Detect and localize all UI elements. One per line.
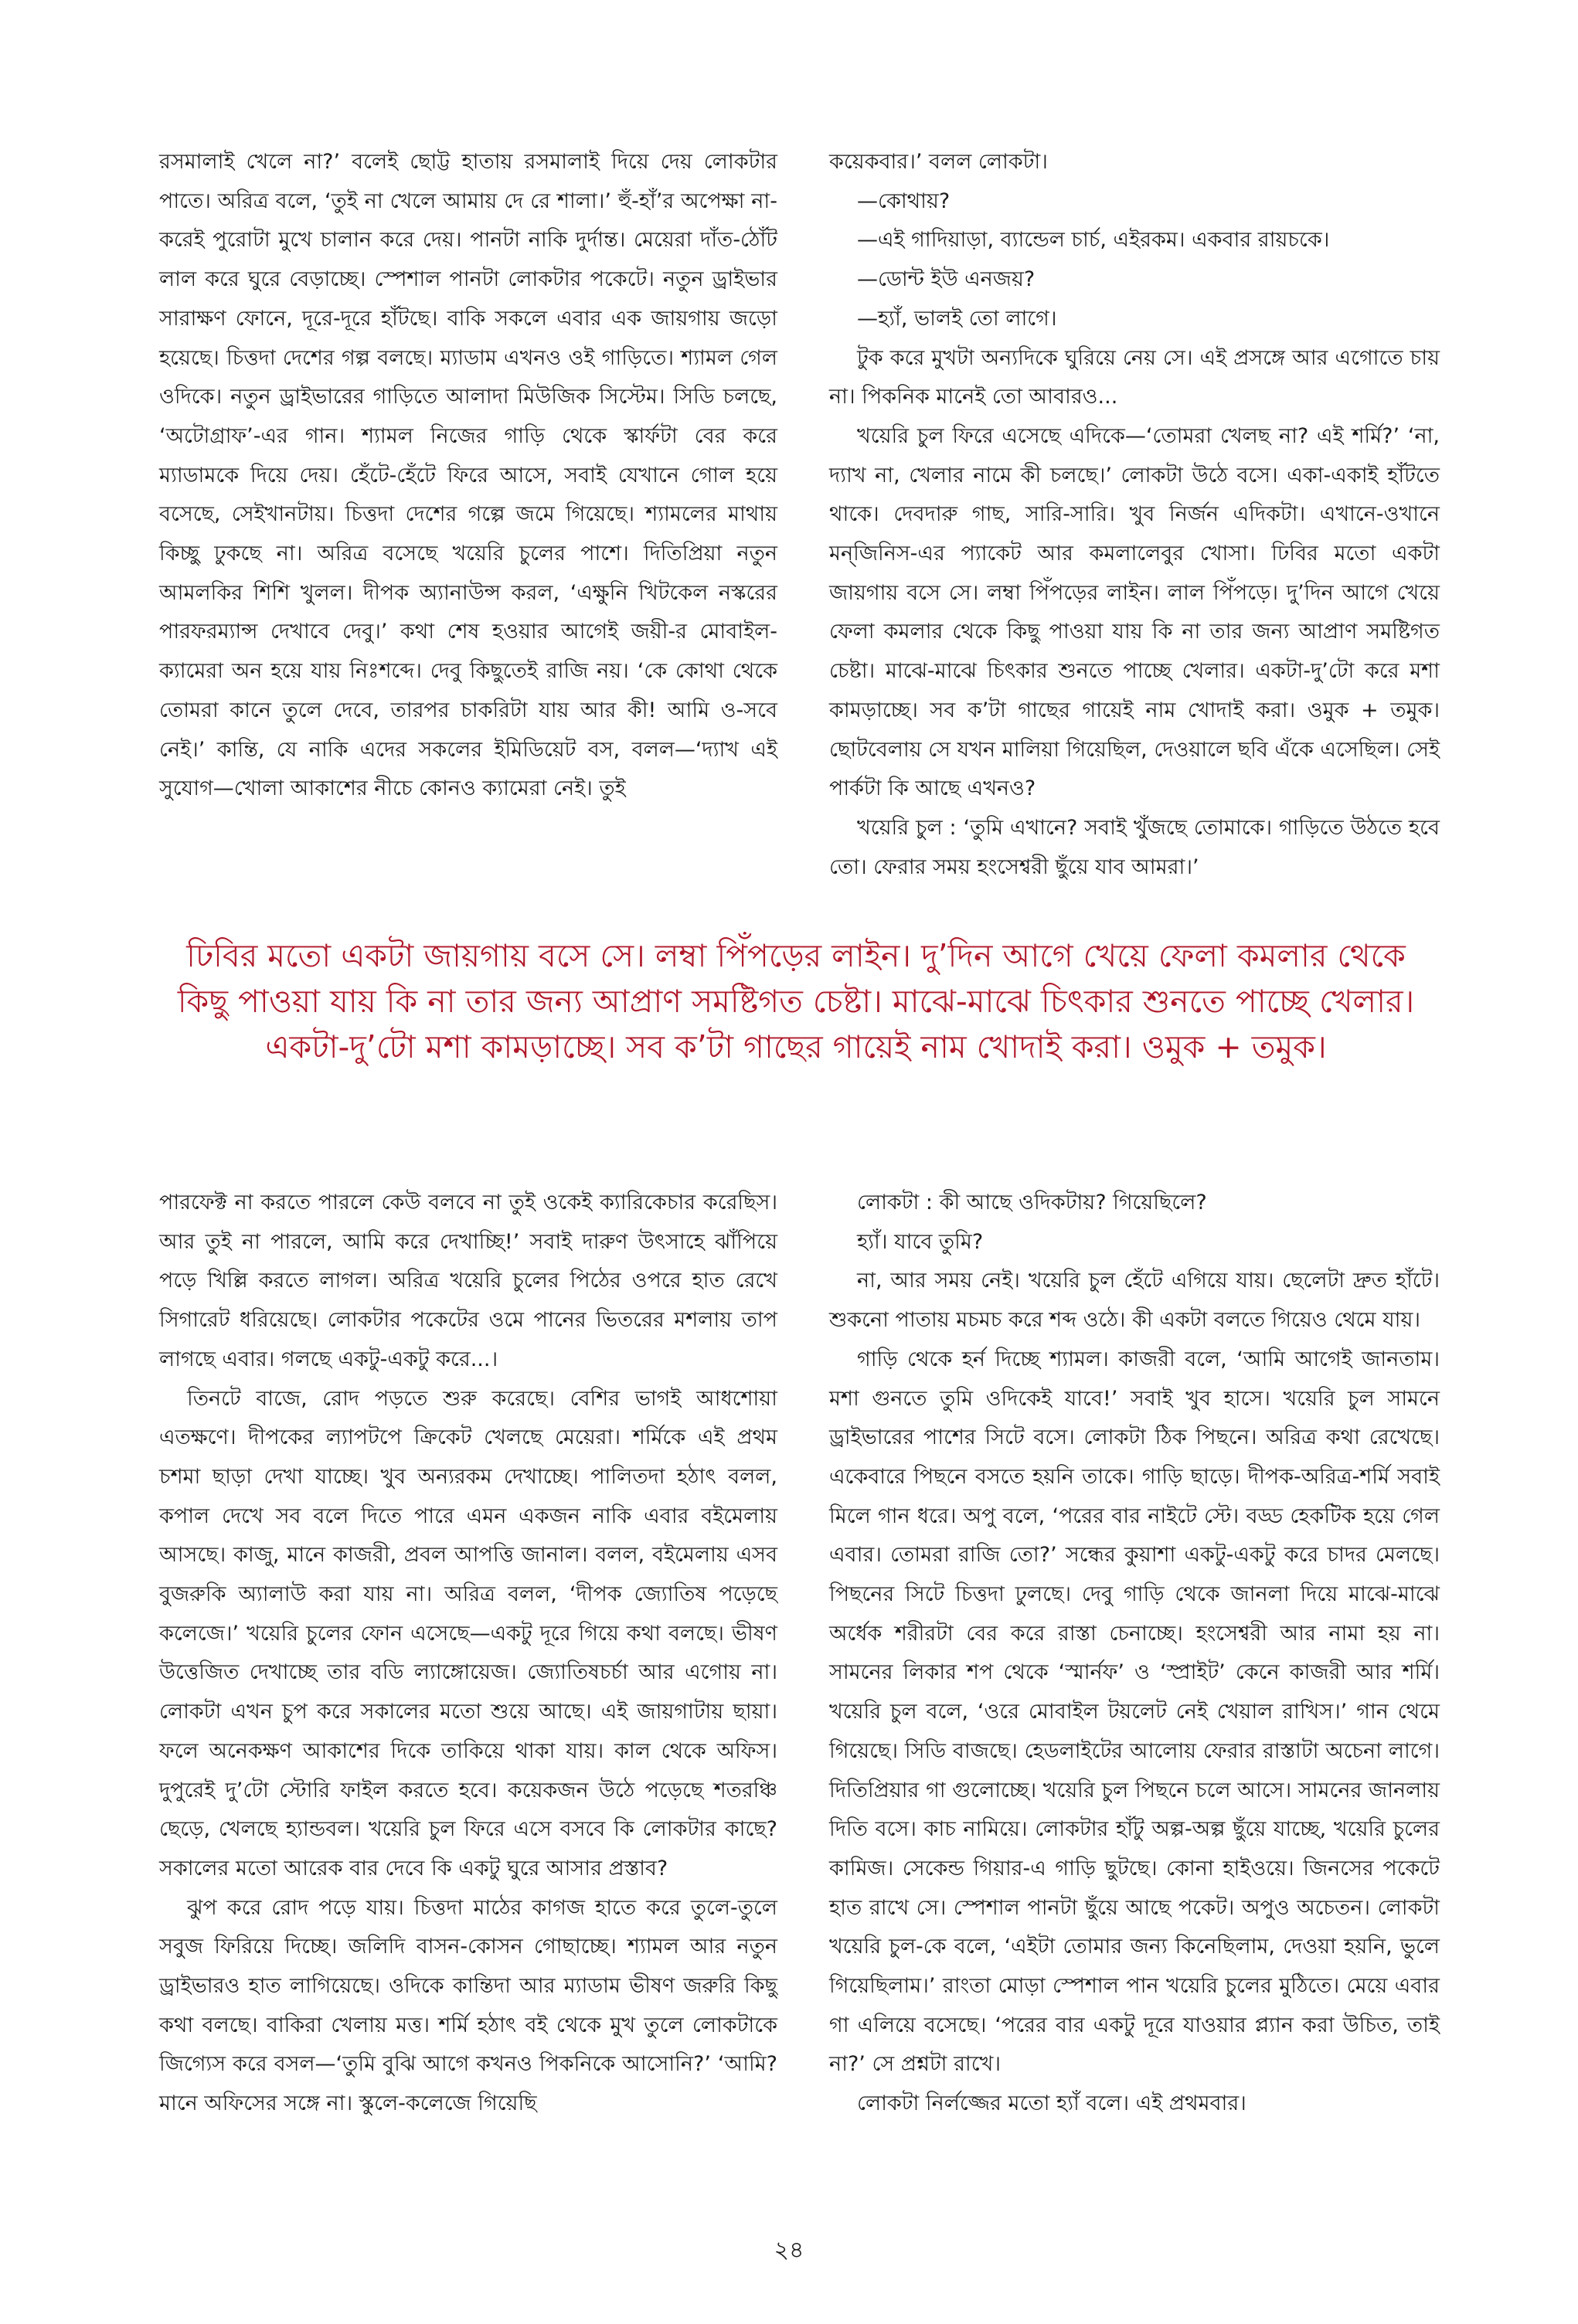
paragraph: রসমালাই খেলে না?’ বলেই ছোট্ট হাতায় রসমালাই দিয়ে দেয় লোকটার পাতে। অরিত্র বলে, ‘তুই না খেলে আমায় দে রে শালা।’ হুঁ-হাঁ’র অপেক্ষা না-করেই পুরোটা মুখে চালান করে দেয়। পানটা নাকি দুর্দান্ত। মেয়েরা দাঁত-ঠোঁট লাল করে ঘুরে বেড়াচ্ছে। স্পেশাল পানটা লোকটার পকেটে। নতুন ড্রাইভার সারাক্ষণ ফোনে, দূরে-দূরে হাঁটছে। বাকি সকলে এবার এক জায়গায় জড়ো হয়েছে। চিত্তদা দেশের গল্প বলছে। ম্যাডাম এখনও ওই গাড়িতে। শ্যামল গেল ওদিকে। নতুন ড্রাইভারের গাড়িতে আলাদা মিউজিক সিস্টেম। সিডি চলছে, ‘অটোগ্রাফ’-এর গান। শ্যামল নিজের গাড়ি থেকে স্কার্ফটা বের করে ম্যাডামকে দিয়ে দেয়। হেঁটে-হেঁটে ফিরে আসে, সবাই যেখানে গোল হয়ে বসেছে, সেইখানটায়। চিত্তদা দেশের গল্পে জমে গিয়েছে। শ্যামলের মাথায় কিচ্ছু ঢুকছে না। অরিত্র বসেছে খয়েরি চুলের পাশে। দিতিপ্রিয়া নতুন আমলকির শিশি খুলল। দীপক অ্যানাউন্স করল, ‘এক্ষুনি খিটকেল নস্করের পারফরম্যান্স দেখাবে দেবু।’ কথা শেষ হওয়ার আগেই জয়ী-র মোবাইল-ক্যামেরা অন হয়ে যায় নিঃশব্দে। দেবু কিছুতেই রাজি নয়। ‘কে কোথা থেকে তোমরা কানে তুলে দেবে, তারপর চাকরিটা যায় আর কী! আমি ও-সবে নেই।’ কান্তি, যে নাকি এদের সকলের ইমিডিয়েট বস, বলল—‘দ্যাখ এই সুযোগ—খোলা আকাশের নীচে কোনও ক্যামেরা নেই। তুই xyxy=(159,150,777,801)
pull-quote-line: ঢিবির মতো একটা জায়গায় বসে সে। লম্বা পিঁপড়ের লাইন। দু’দিন আগে খেয়ে ফেলা কমলার থেকে xyxy=(186,937,1406,974)
dialogue-line: —ডোন্ট ইউ এনজয়? xyxy=(857,267,1036,292)
paragraph: লোকটা নির্লজ্জের মতো হ্যাঁ বলে। এই প্রথমবার। xyxy=(857,2091,1246,2116)
page-number: ২৪ xyxy=(774,2237,804,2264)
paragraph: পারফেক্ট না করতে পারলে কেউ বলবে না তুই ওকেই ক্যারিকেচার করেছিস। আর তুই না পারলে, আমি করে দেখাচ্ছি!’ সবাই দারুণ উৎসাহে ঝাঁপিয়ে পড়ে খিল্লি করতে লাগল। অরিত্র খয়েরি চুলের পিঠের ওপরে হাত রেখে সিগারেট ধরিয়েছে। লোকটার পকেটের ওমে পানের ভিতরের মশলায় তাপ লাগছে এবার। গলছে একটু-একটু করে...। xyxy=(159,1191,777,1371)
paragraph: কয়েকবার।’ বলল লোকটা। xyxy=(829,150,1048,174)
paragraph: খয়েরি চুল ফিরে এসেছে এদিকে—‘তোমরা খেলছ না? এই শর্মি?’ ‘না, দ্যাখ না, খেলার নামে কী চলছে।’ লোকটা উঠে বসে। একা-একাই হাঁটতে থাকে। দেবদারু গাছ, সারি-সারি। খুব নির্জন এদিকটা। এখানে-ওখানে মন্‌জিনিস-এর প্যাকেট আর কমলালেবুর খোসা। ঢিবির মতো একটা জায়গায় বসে সে। লম্বা পিঁপড়ের লাইন। লাল পিঁপড়ে। দু’দিন আগে খেয়ে ফেলা কমলার থেকে কিছু পাওয়া যায় কি না তার জন্য আপ্রাণ সমষ্টিগত চেষ্টা। মাঝে-মাঝে চিৎকার শুনতে পাচ্ছে খেলার। একটা-দু’টো করে মশা কামড়াচ্ছে। সব ক’টা গাছের গায়েই নাম খোদাই করা। ওমুক + তমুক। ছোটবেলায় সে যখন মালিয়া গিয়েছিল, দেওয়ালে ছবি এঁকে এসেছিল। সেই পার্কটা কি আছে এখনও? xyxy=(829,423,1440,801)
paragraph: গাড়ি থেকে হর্ন দিচ্ছে শ্যামল। কাজরী বলে, ‘আমি আগেই জানতাম। মশা গুনতে তুমি ওদিকেই যাবে!’ সবাই খুব হাসে। খয়েরি চুল সামনে ড্রাইভারের পাশের সিটে বসে। লোকটা ঠিক পিছনে। অরিত্র কথা রেখেছে। একেবারে পিছনে বসতে হয়নি তাকে। গাড়ি ছাড়ে। দীপক-অরিত্র-শর্মি সবাই মিলে গান ধরে। অপু বলে, ‘পরের বার নাইটে স্টে। বড্ড হেকটিক হয়ে গেল এবার। তোমরা রাজি তো?’ সন্ধের কুয়াশা একটু-একটু করে চাদর মেলছে। পিছনের সিটে চিত্তদা ঢুলছে। দেবু গাড়ি থেকে জানলা দিয়ে মাঝে-মাঝে অর্ধেক শরীরটা বের করে রাস্তা চেনাচ্ছে। হংসেশ্বরী আর নামা হয় না। সামনের লিকার শপ থেকে ‘স্মার্নফ’ ও ‘স্প্রাইট’ কেনে কাজরী আর শর্মি। খয়েরি চুল বলে, ‘ওরে মোবাইল টয়লেট নেই খেয়াল রাখিস।’ গান থেমে গিয়েছে। সিডি বাজছে। হেডলাইটের আলোয় ফেরার রাস্তাটা অচেনা লাগে। দিতিপ্রিয়ার গা গুলোচ্ছে। খয়েরি চুল পিছনে চলে আসে। সামনের জানলায় দিতি বসে। কাচ নামিয়ে। লোকটার হাঁটু অল্প-অল্প ছুঁয়ে যাচ্ছে, খয়েরি চুলের কামিজ। সেকেন্ড গিয়ার-এ গাড়ি ছুটছে। কোনা হাইওয়ে। জিনসের পকেটে হাত রাখে সে। স্পেশাল পানটা ছুঁয়ে আছে পকেট। অপুও অচেতন। লোকটা খয়েরি চুল-কে বলে, ‘এইটা তোমার জন্য কিনেছিলাম, দেওয়া হয়নি, ভুলে গিয়েছিলাম।’ রাংতা মোড়া স্পেশাল পান খয়েরি চুলের মুঠিতে। মেয়ে এবার গা এলিয়ে বসেছে। ‘পরের বার একটু দূরে যাওয়ার প্ল্যান করা উচিত, তাই না?’ সে প্রশ্নটা রাখে। xyxy=(829,1347,1440,2077)
pull-quote-line: একটা-দু’টো মশা কামড়াচ্ছে। সব ক’টা গাছের গায়েই নাম খোদাই করা। ওমুক + তমুক। xyxy=(265,1028,1327,1065)
pull-quote-line: কিছু পাওয়া যায় কি না তার জন্য আপ্রাণ সমষ্টিগত চেষ্টা। মাঝে-মাঝে চিৎকার শুনতে পাচ্ছে খেলার। xyxy=(177,983,1415,1020)
paragraph: ঝুপ করে রোদ পড়ে যায়। চিত্তদা মাঠের কাগজ হাতে করে তুলে-তুলে সবুজ ফিরিয়ে দিচ্ছে। জলিদি বাসন-কোসন গোছাচ্ছে। শ্যামল আর নতুন ড্রাইভারও হাত লাগিয়েছে। ওদিকে কান্তিদা আর ম্যাডাম ভীষণ জরুরি কিছু কথা বলছে। বাকিরা খেলায় মত্ত। শর্মি হঠাৎ বই থেকে মুখ তুলে লোকটাকে জিগ্যেস করে বসল—‘তুমি বুঝি আগে কখনও পিকনিকে আসোনি?’ ‘আমি? মানে অফিসের সঙ্গে না। স্কুলে-কলেজে গিয়েছি xyxy=(159,1895,777,2116)
dialogue-line: হ্যাঁ। যাবে তুমি? xyxy=(857,1229,984,1254)
dialogue-line: —হ্যাঁ, ভালই তো লাগে। xyxy=(857,306,1057,331)
article-column-bottom-left xyxy=(159,1184,777,2124)
pull-quote xyxy=(139,933,1453,1070)
paragraph: খয়েরি চুল : ‘তুমি এখানে? সবাই খুঁজছে তোমাকে। গাড়িতে উঠতে হবে তো। ফেরার সময় হংসেশ্বরী ছুঁয়ে যাব আমরা।’ xyxy=(829,815,1440,879)
article-column-top-right xyxy=(829,143,1440,887)
dialogue-line: —এই গাদিয়াড়া, ব্যান্ডেল চার্চ, এইরকম। একবার রায়চকে। xyxy=(857,228,1330,253)
dialogue-line: লোকটা : কী আছে ওদিকটায়? গিয়েছিলে? xyxy=(857,1191,1207,1215)
paragraph: তিনটে বাজে, রোদ পড়তে শুরু করেছে। বেশির ভাগই আধশোয়া এতক্ষণে। দীপকের ল্যাপটপে ক্রিকেট খেলছে মেয়েরা। শর্মিকে এই প্রথম চশমা ছাড়া দেখা যাচ্ছে। খুব অন্যরকম দেখাচ্ছে। পালিতদা হঠাৎ বলল, কপাল দেখে সব বলে দিতে পারে এমন একজন নাকি এবার বইমেলায় আসছে। কাজু, মানে কাজরী, প্রবল আপত্তি জানাল। বলল, বইমেলায় এসব বুজরুকি অ্যালাউ করা যায় না। অরিত্র বলল, ‘দীপক জ্যোতিষ পড়েছে কলেজে।’ খয়েরি চুলের ফোন এসেছে—একটু দূরে গিয়ে কথা বলছে। ভীষণ উত্তেজিত দেখাচ্ছে তার বডি ল্যাঙ্গোয়েজ। জ্যোতিষচর্চা আর এগোয় না। লোকটা এখন চুপ করে সকালের মতো শুয়ে আছে। এই জায়গাটায় ছায়া। ফলে অনেকক্ষণ আকাশের দিকে তাকিয়ে থাকা যায়। কাল থেকে অফিস। দুপুরেই দু’টো স্টোরি ফাইল করতে হবে। কয়েকজন উঠে পড়েছে শতরঞ্চি ছেড়ে, খেলছে হ্যান্ডবল। খয়েরি চুল ফিরে এসে বসবে কি লোকটার কাছে? সকালের মতো আরেক বার দেবে কি একটু ঘুরে আসার প্রস্তাব? xyxy=(159,1386,777,1881)
article-column-top-left xyxy=(159,143,777,809)
paragraph: না, আর সময় নেই। খয়েরি চুল হেঁটে এগিয়ে যায়। ছেলেটা দ্রুত হাঁটে। শুকনো পাতায় মচমচ করে শব্দ ওঠে। কী একটা বলতে গিয়েও থেমে যায়। xyxy=(829,1269,1440,1333)
dialogue-line: —কোথায়? xyxy=(857,189,951,213)
article-column-bottom-right xyxy=(829,1184,1440,2124)
paragraph: টুক করে মুখটা অন্যদিকে ঘুরিয়ে নেয় সে। এই প্রসঙ্গে আর এগোতে চায় না। পিকনিক মানেই তো আবারও... xyxy=(829,345,1440,409)
